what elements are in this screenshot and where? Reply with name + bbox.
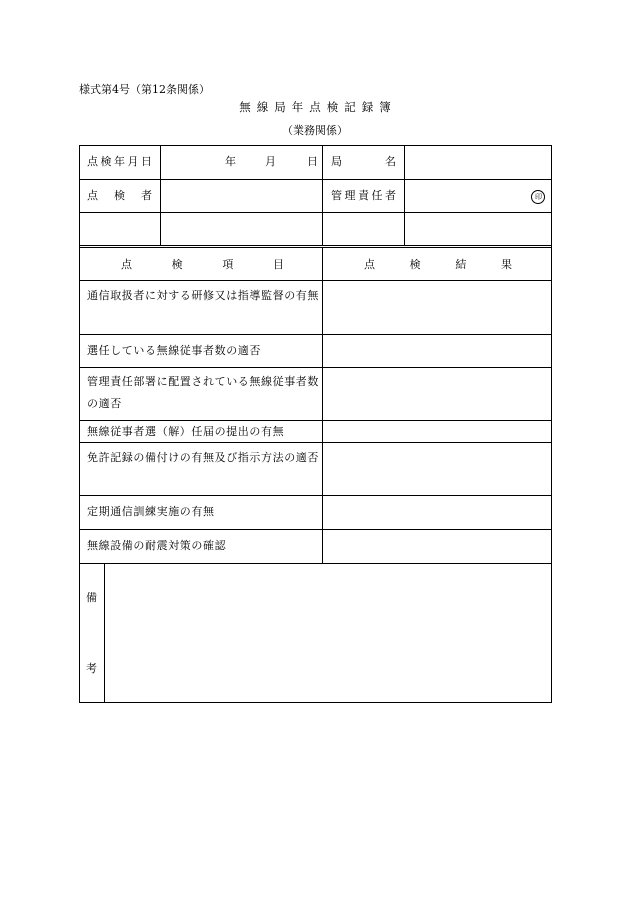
check-item-communication-drill: 定期通信訓練実施の有無 — [87, 505, 215, 518]
column-divider — [104, 563, 105, 703]
station-name-label: 局 名 — [331, 155, 396, 168]
check-result-header: 点 検 結 果 — [364, 258, 512, 271]
year-unit: 年 — [225, 155, 236, 168]
row-divider — [79, 563, 552, 564]
column-divider — [322, 247, 323, 564]
row-divider — [79, 280, 552, 281]
column-divider — [160, 145, 161, 246]
row-divider — [79, 529, 552, 530]
table-border-right — [551, 145, 552, 703]
check-item-seismic-measures: 無線設備の耐震対策の確認 — [87, 539, 227, 552]
document-title: 無線局年点検記録簿 — [239, 100, 397, 114]
check-item-appointment-notice: 無線従事者選（解）任届の提出の有無 — [87, 425, 285, 438]
row-divider — [79, 212, 552, 213]
check-item-department-operators: 管理責任部署に配置されている無線従事者数の適否 — [87, 375, 319, 410]
row-divider — [79, 334, 552, 335]
inspection-date-label: 点 検 年 月 日 — [87, 155, 152, 168]
day-unit: 日 — [307, 155, 318, 168]
check-item-operator-count: 選任している無線従事者数の適否 — [87, 344, 261, 357]
check-item-header: 点 検 項 目 — [121, 258, 284, 271]
row-divider — [79, 245, 552, 246]
section-divider — [79, 247, 552, 248]
month-unit: 月 — [265, 155, 276, 168]
row-divider — [79, 367, 552, 368]
row-divider — [79, 495, 552, 496]
column-divider — [322, 145, 323, 246]
table-border-top — [79, 145, 552, 146]
seal-mark: 印 — [531, 190, 545, 204]
column-divider — [404, 145, 405, 246]
manager-label: 管 理 責 任 者 — [331, 189, 396, 202]
document-subtitle: （業務関係） — [282, 124, 348, 137]
inspection-record-table — [79, 145, 552, 703]
remarks-label-top: 備 — [86, 591, 97, 604]
inspector-label: 点 検 者 — [87, 189, 152, 202]
form-number: 様式第4号（第12条関係） — [79, 83, 210, 96]
check-item-training: 通信取扱者に対する研修又は指導監督の有無 — [87, 289, 319, 302]
table-border-left — [79, 145, 80, 703]
check-item-license-records: 免許記録の備付けの有無及び指示方法の適否 — [87, 451, 319, 464]
table-border-bottom — [79, 702, 552, 703]
remarks-label-bottom: 考 — [86, 662, 97, 675]
row-divider — [79, 179, 552, 180]
